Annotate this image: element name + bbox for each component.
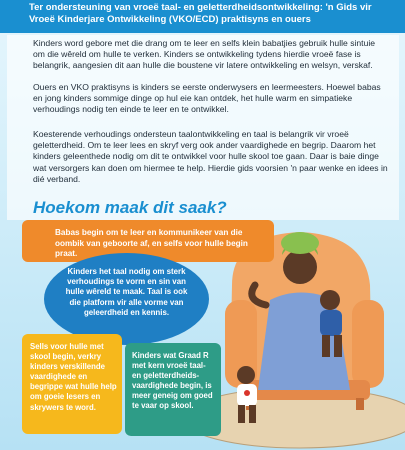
green-speech-bubble — [125, 343, 221, 436]
header-subtitle: Ter ondersteuning van vroeë taal- en geletterdheidsontwikkeling: 'n Gids vir Vroeë Kinderjare Ontwikkeling (VKO/ECD) praktisyns en ouers — [29, 2, 372, 25]
paragraph-1: Kinders word gebore met die drang om te leer en selfs klein babatjies gebruik hulle sintuie om die wêreld om hulle te verken. Kinders se ontwikkeling tydens hierdie vroeë fase is belangrik, aangesien dit aan hulle die boustene vir latere ontwikkeling en welsyn, verskaf. — [33, 38, 376, 71]
blue-bubble-text: Kinders het taal nodig om sterk verhoudings te vorm en sin van hulle wêreld te maak. Taal is ook die platform vir alle vorme van geleerdheid en kennis. — [65, 267, 188, 317]
yellow-bubble-text: Sells voor hulle met skool begin, verkry kinders verskillende vaardighede en begrippe wat hulle help om goeie lesers en skrywers te word. — [30, 342, 117, 412]
paragraph-3: Koesterende verhoudings ondersteun taalontwikkeling en taal is belangrik vir vroeë geletterdheid. Om te leer lees en skryf verg ook ander vaardighede en begrip. Daarom het kinders geleenthede nodig om dit te ontwikkel voor hulle skool toe gaan. Daar is baie dinge wat versorgers kan doen om hiermee te help. Hierdie gids voorsien 'n paar wenke en idees in dié verband. — [33, 129, 388, 184]
blue-speech-bubble — [44, 253, 209, 345]
section-title: Hoekom maak dit saak? — [33, 198, 227, 217]
yellow-speech-bubble — [22, 334, 122, 434]
green-bubble-text: Kinders wat Graad R met kern vroeë taal- en geletterdheids-vaardighede begin, is meer geneig om goed te vaar op skool. — [132, 351, 213, 411]
orange-bubble-text: Babas begin om te leer en kommunikeer van die oombik van geboorte af, en selfs voor hulle begin praat. — [55, 228, 248, 258]
paragraph-2: Ouers en VKO praktisyns is kinders se eerste onderwysers en leermeesters. Hoewel babas en jong kinders sommige dinge op hul eie kan ontdek, het hulle warm en simpatieke verhoudings nodig ten einde te leer en te ontwikkel. — [33, 82, 381, 115]
